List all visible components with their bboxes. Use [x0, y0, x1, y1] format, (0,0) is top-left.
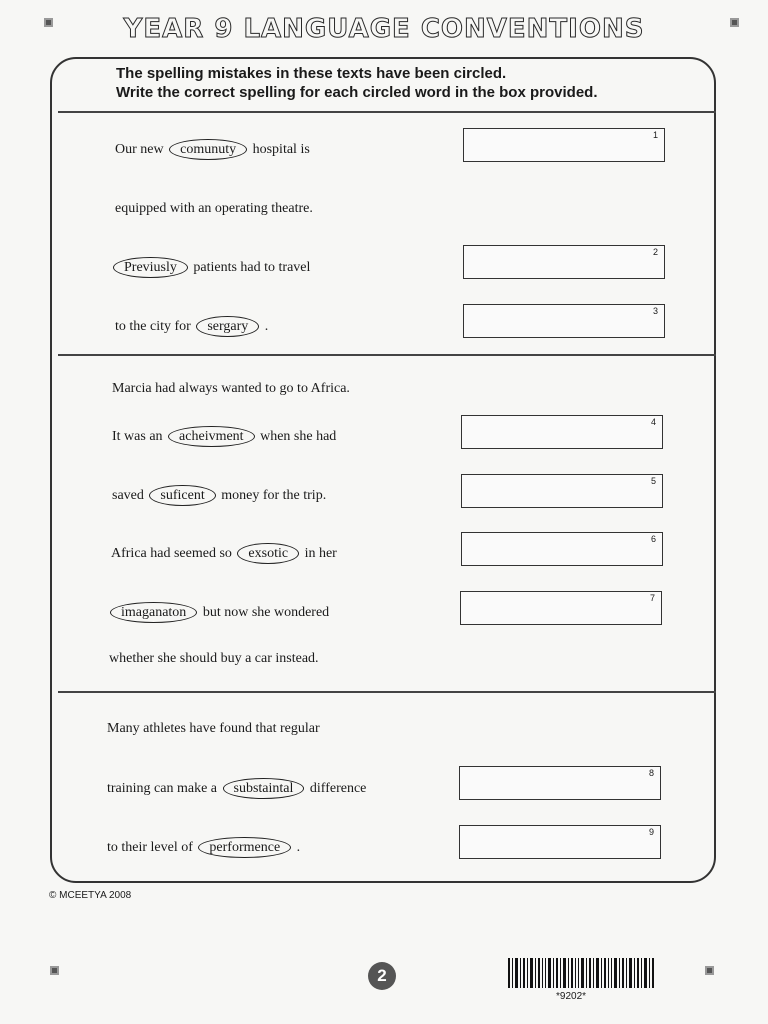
circled-word: substaintal	[223, 778, 305, 799]
barcode-icon	[508, 958, 654, 988]
answer-box-2[interactable]: 2	[463, 245, 665, 279]
circled-word: comunuty	[169, 139, 247, 160]
text-line: Africa had seemed so exsotic in her	[111, 543, 337, 564]
instructions	[116, 64, 716, 102]
text-line: training can make a substaintal difference	[107, 778, 366, 799]
page-title: YEAR 9 LANGUAGE CONVENTIONS	[123, 14, 645, 44]
text-line: to their level of performence .	[107, 837, 300, 858]
text-line: Many athletes have found that regular	[107, 721, 320, 736]
text-line: Marcia had always wanted to go to Africa.	[112, 381, 350, 396]
circled-word: Previusly	[113, 257, 188, 278]
copyright: © MCEETYA 2008	[49, 890, 132, 901]
instruction-line-2: Write the correct spelling for each circled word in the box provided.	[116, 84, 598, 101]
answer-box-3[interactable]: 3	[463, 304, 665, 338]
text-line: whether she should buy a car instead.	[109, 651, 319, 666]
answer-box-1[interactable]: 1	[463, 128, 665, 162]
answer-box-5[interactable]: 5	[461, 474, 663, 508]
circled-word: acheivment	[168, 426, 255, 447]
instruction-line-1: The spelling mistakes in these texts have been circled.	[116, 65, 507, 82]
circled-word: exsotic	[237, 543, 299, 564]
registration-mark-bottom-left	[50, 966, 59, 975]
circled-word: imaganaton	[110, 602, 197, 623]
answer-box-9[interactable]: 9	[459, 825, 661, 859]
circled-word: sergary	[196, 316, 259, 337]
circled-word: suficent	[149, 485, 215, 506]
text-line: saved suficent money for the trip.	[112, 485, 326, 506]
circled-word: performence	[198, 837, 291, 858]
answer-box-7[interactable]: 7	[460, 591, 662, 625]
text-line: imaganaton but now she wondered	[108, 602, 329, 623]
divider-header	[58, 111, 716, 113]
divider-section-1	[58, 354, 716, 356]
text-line: Previusly patients had to travel	[111, 257, 310, 278]
barcode-label: *9202*	[556, 991, 587, 1002]
text-line: equipped with an operating theatre.	[115, 201, 313, 216]
answer-box-8[interactable]: 8	[459, 766, 661, 800]
answer-box-6[interactable]: 6	[461, 532, 663, 566]
text-line: to the city for sergary .	[115, 316, 268, 337]
answer-box-4[interactable]: 4	[461, 415, 663, 449]
text-line: It was an acheivment when she had	[112, 426, 336, 447]
page-number: 2	[368, 962, 396, 990]
question-frame	[50, 57, 716, 883]
registration-mark-bottom-right	[705, 966, 714, 975]
text-line: Our new comunuty hospital is	[115, 139, 310, 160]
divider-section-2	[58, 691, 716, 693]
